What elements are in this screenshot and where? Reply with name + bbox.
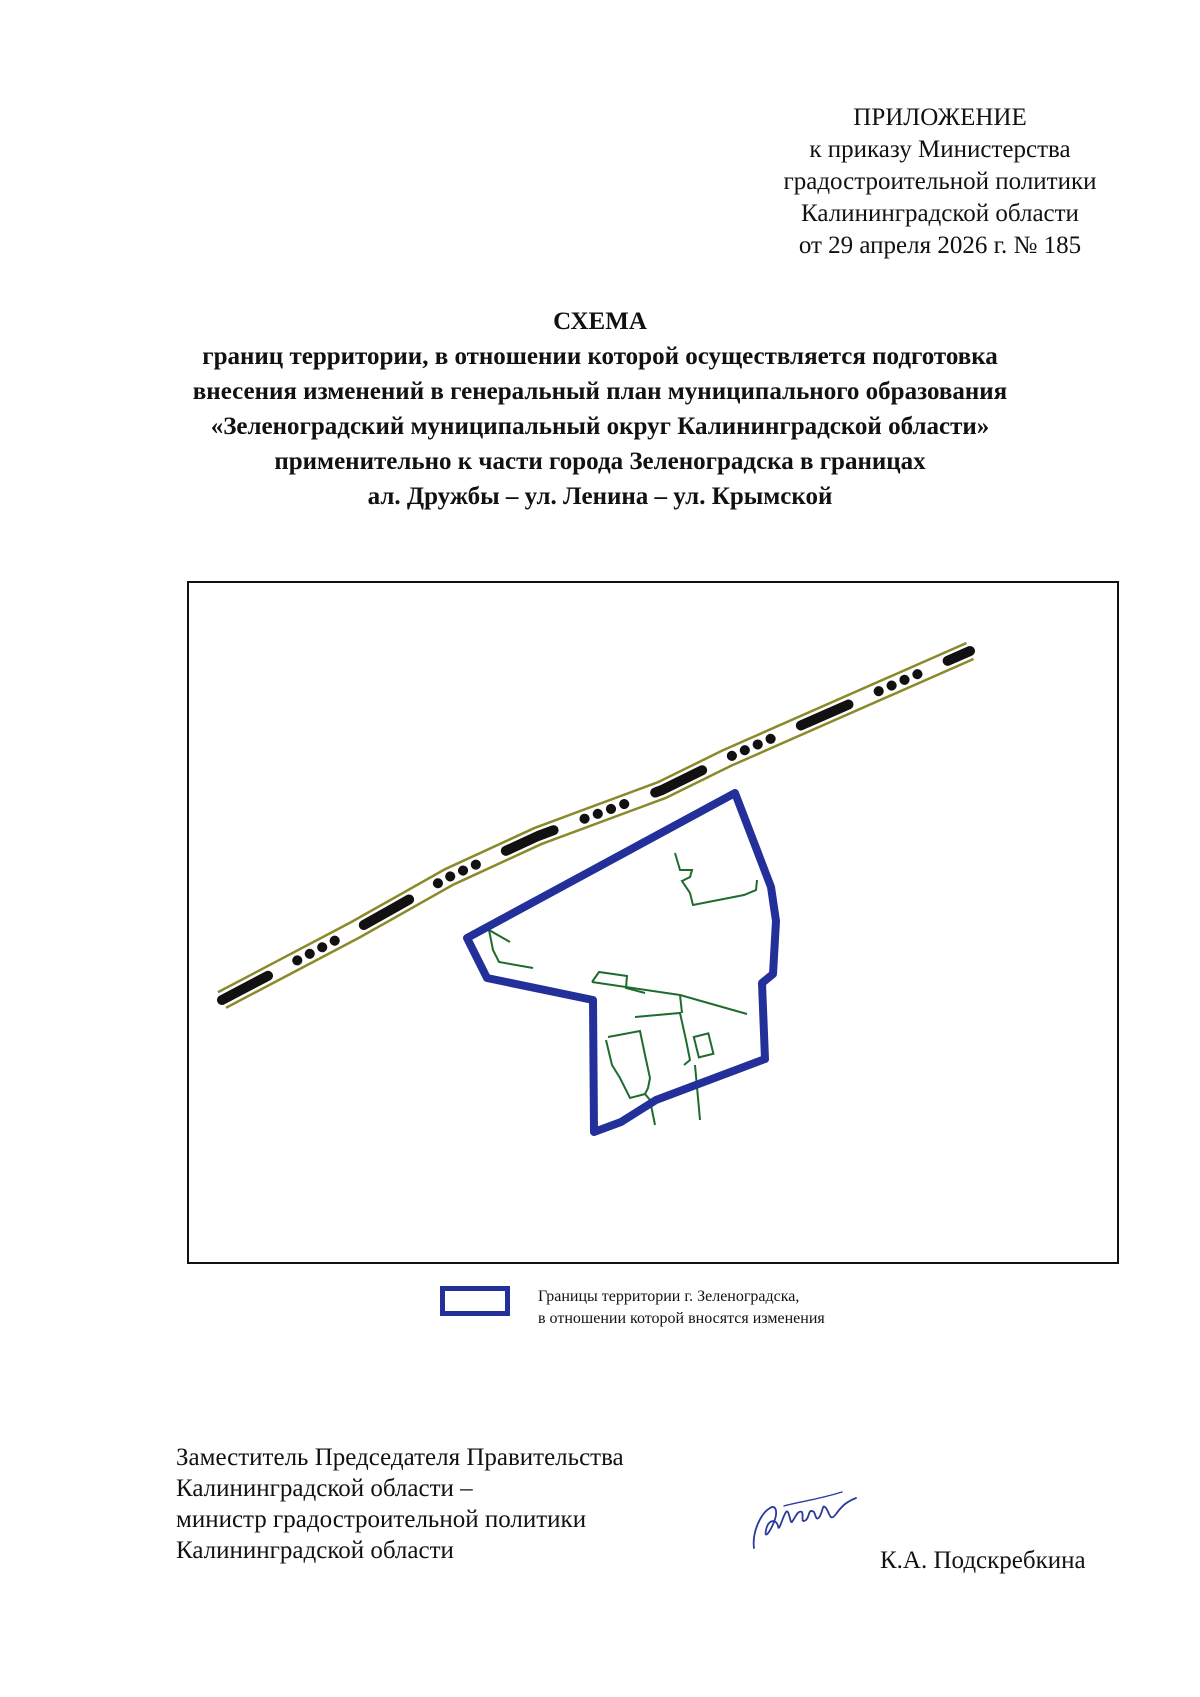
appendix-date: от 29 апреля 2026 г. № 185 bbox=[798, 232, 1082, 259]
document-title bbox=[150, 304, 1050, 514]
signatory-position bbox=[176, 1442, 736, 1566]
handwritten-signature bbox=[746, 1478, 866, 1558]
title-line: «Зеленоградский муниципальный округ Калининградской области» bbox=[210, 413, 990, 440]
appendix-header bbox=[760, 102, 1120, 262]
title-line: применительно к части города Зеленоградска в границах bbox=[274, 448, 926, 475]
legend-boundary-swatch bbox=[440, 1286, 510, 1316]
title-heading: СХЕМА bbox=[553, 308, 647, 335]
appendix-title: ПРИЛОЖЕНИЕ bbox=[853, 104, 1027, 131]
road-alley bbox=[222, 651, 970, 1000]
position-line: Калининградской области – bbox=[176, 1475, 473, 1502]
signer-name: К.А. Подскребкина bbox=[880, 1547, 1086, 1574]
title-line: ал. Дружбы – ул. Ленина – ул. Крымской bbox=[367, 483, 833, 510]
position-line: Калининградской области bbox=[176, 1537, 454, 1564]
title-line: внесения изменений в генеральный план муниципального образования bbox=[192, 378, 1008, 405]
appendix-line: Калининградской области bbox=[801, 200, 1079, 227]
legend-line: Границы территории г. Зеленоградска, bbox=[538, 1288, 800, 1305]
appendix-line: градостроительной политики bbox=[783, 168, 1097, 195]
position-line: Заместитель Председателя Правительства bbox=[176, 1444, 624, 1471]
title-line: границ территории, в отношении которой осуществляется подготовка bbox=[202, 343, 998, 370]
road-fill bbox=[222, 651, 970, 1000]
map-frame bbox=[187, 581, 1119, 1264]
territory-map bbox=[189, 583, 1117, 1262]
legend-text bbox=[538, 1286, 918, 1330]
position-line: министр градостроительной политики bbox=[176, 1506, 587, 1533]
legend-line: в отношении которой вносятся изменения bbox=[538, 1310, 825, 1327]
appendix-line: к приказу Министерства bbox=[809, 136, 1071, 163]
